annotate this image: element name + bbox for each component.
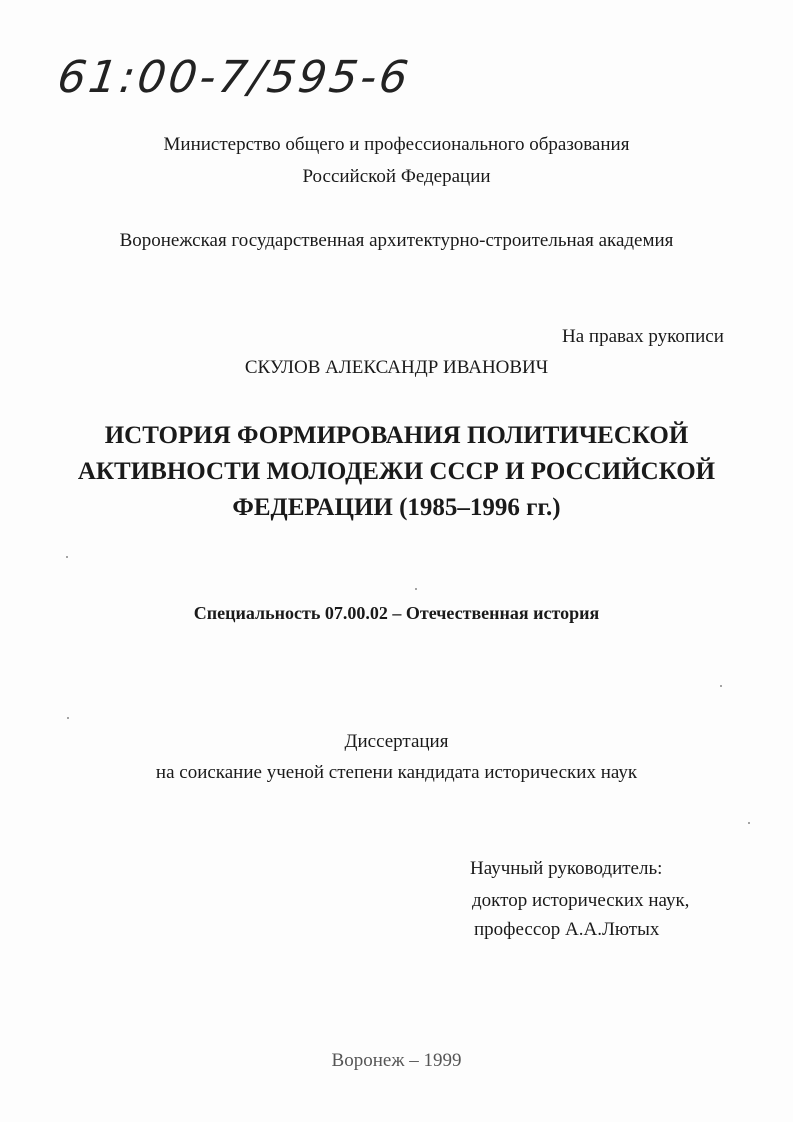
scan-speck — [720, 685, 722, 687]
advisor-label: Научный руководитель: — [470, 858, 663, 879]
manuscript-note: На правах рукописи — [562, 326, 724, 347]
scan-speck — [67, 717, 69, 719]
ministry-line-2: Российской Федерации — [302, 166, 491, 187]
scan-speck — [748, 822, 750, 824]
advisor-name: профессор А.А.Лютых — [474, 919, 660, 940]
archive-code-handwritten: 61:00-7/595-6 — [54, 52, 414, 103]
scan-speck — [66, 556, 68, 558]
ministry-line-1: Министерство общего и профессионального образования — [163, 134, 630, 155]
advisor-degree: доктор исторических наук, — [472, 890, 690, 911]
specialty: Специальность 07.00.02 – Отечественная история — [193, 603, 600, 623]
title-line-3: ФЕДЕРАЦИИ (1985–1996 гг.) — [232, 494, 561, 521]
dissertation-label: Диссертация — [344, 731, 449, 752]
city-year: Воронеж – 1999 — [331, 1050, 462, 1071]
dissertation-title — [0, 418, 793, 526]
title-line-1: ИСТОРИЯ ФОРМИРОВАНИЯ ПОЛИТИЧЕСКОЙ — [104, 422, 689, 449]
degree-purpose: на соискание ученой степени кандидата исторических наук — [155, 762, 638, 783]
scan-speck — [415, 588, 417, 590]
academy-name: Воронежская государственная архитектурно-строительная академия — [119, 230, 674, 251]
author-name: СКУЛОВ АЛЕКСАНДР ИВАНОВИЧ — [244, 357, 549, 378]
title-line-2: АКТИВНОСТИ МОЛОДЕЖИ СССР И РОССИЙСКОЙ — [77, 458, 716, 485]
